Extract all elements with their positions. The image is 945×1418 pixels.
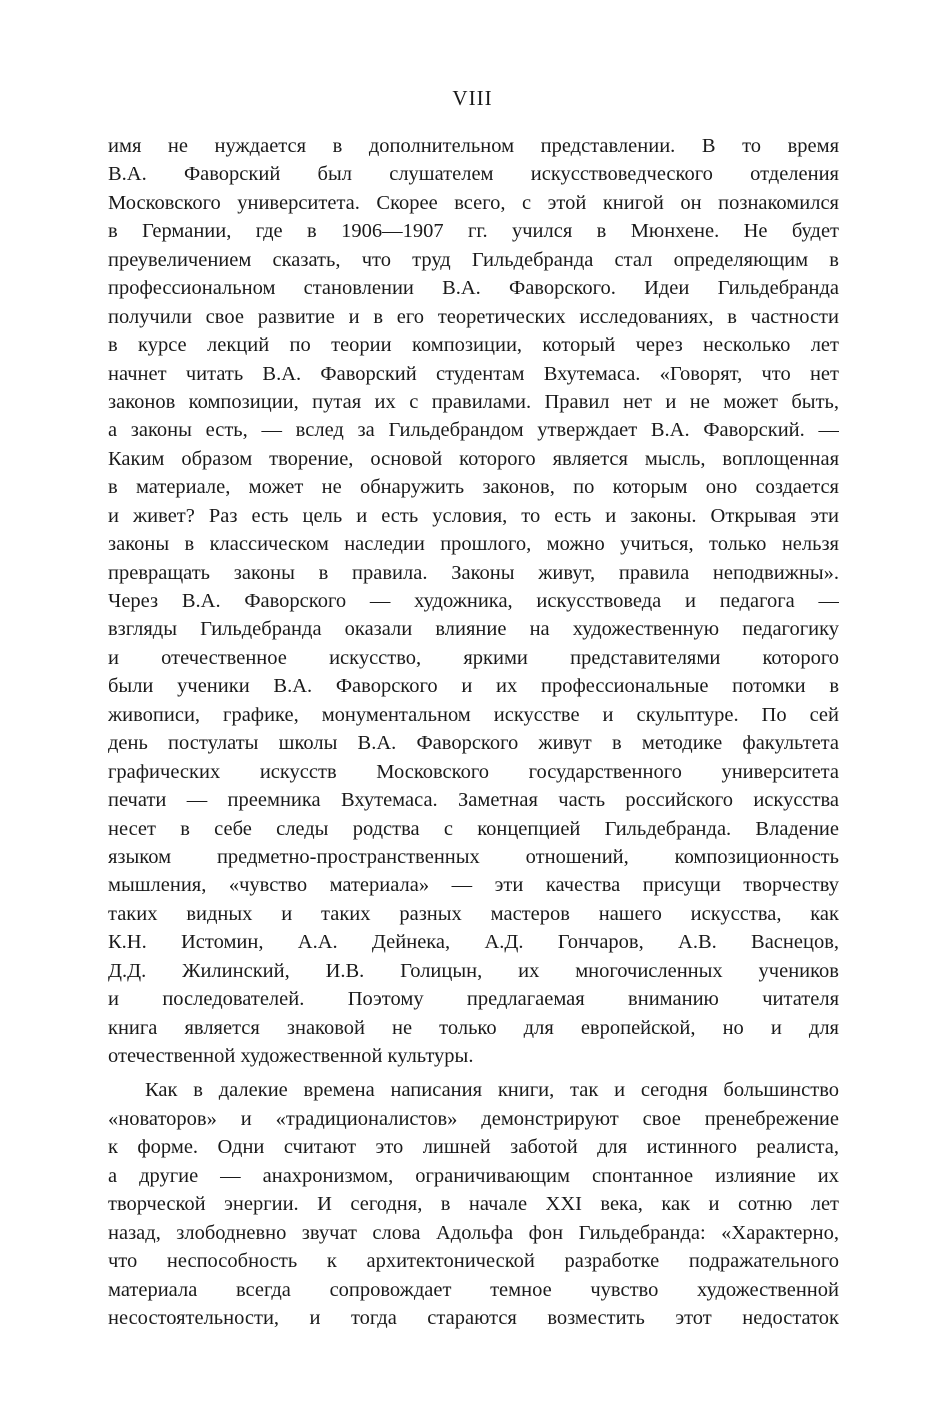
text-line: Каким образом творение, основой которого является мысль, воплощенная xyxy=(108,447,839,470)
text-line: Как в далекие времена написания книги, так и сегодня большинство xyxy=(145,1079,839,1102)
text-line: а другие — анахронизмом, ограничивающим спонтанное излияние их xyxy=(108,1164,839,1187)
text-line: Д.Д. Жилинский, И.В. Голицын, их многочисленных учеников xyxy=(108,959,839,982)
paragraph-2 xyxy=(108,1076,839,1332)
text-line: отечественной художественной культуры. xyxy=(108,1045,474,1067)
text-line: материала всегда сопровождает темное чувство художественной xyxy=(108,1278,839,1301)
text-line: законов композиции, путая их с правилами. Правил нет и не может быть, xyxy=(108,390,839,413)
text-line: назад, злободневно звучат слова Адольфа фон Гильдебранда: «Характерно, xyxy=(108,1221,839,1244)
text-line: В.А. Фаворский был слушателем искусствоведческого отделения xyxy=(108,163,839,186)
text-line: профессиональном становлении В.А. Фаворского. Идеи Гильдебранда xyxy=(108,277,839,300)
text-line: «новаторов» и «традиционалистов» демонстрируют свое пренебрежение xyxy=(108,1107,839,1130)
body-text xyxy=(108,132,839,1332)
text-line: преувеличением сказать, что труд Гильдебранда стал определяющим в xyxy=(108,248,839,271)
text-line: имя не нуждается в дополнительном представлении. В то время xyxy=(108,135,839,157)
text-line: и последователей. Поэтому предлагаемая вниманию читателя xyxy=(108,988,839,1011)
text-line: превращать законы в правила. Законы живут, правила неподвижны». xyxy=(108,561,839,584)
text-line: несет в себе следы родства с концепцией Гильдебранда. Владение xyxy=(108,817,839,840)
text-line: в Германии, где в 1906—1907 гг. учился в Мюнхене. Не будет xyxy=(108,220,839,243)
text-line: графических искусств Московского государственного университета xyxy=(108,760,839,783)
text-line: в материале, может не обнаружить законов, по которым оно создается xyxy=(108,476,839,499)
text-line: несостоятельности, и тогда стараются возместить этот недостаток xyxy=(108,1306,839,1329)
text-line: К.Н. Истомин, А.А. Дейнека, А.Д. Гончаров, А.В. Васнецов, xyxy=(108,931,839,954)
text-line: живописи, графике, монументальном искусстве и скульптуре. По сей xyxy=(108,703,839,726)
paragraph-1 xyxy=(108,132,839,1070)
page-number: VIII xyxy=(452,86,493,110)
text-line: были ученики В.А. Фаворского и их профессиональные потомки в xyxy=(108,675,839,698)
text-line: получили свое развитие и в его теоретических исследованиях, в частности xyxy=(108,305,839,328)
text-line: взгляды Гильдебранда оказали влияние на художественную педагогику xyxy=(108,618,839,641)
text-line: мышления, «чувство материала» — эти качества присущи творчеству xyxy=(108,874,839,897)
text-line: таких видных и таких разных мастеров нашего искусства, как xyxy=(108,902,839,925)
text-line: Московского университета. Скорее всего, с этой книгой он познакомился xyxy=(108,191,839,214)
text-line: в курсе лекций по теории композиции, который через несколько лет xyxy=(108,334,839,357)
text-line: книга является знаковой не только для европейской, но и для xyxy=(108,1016,839,1039)
text-line: и живет? Раз есть цель и есть условия, то есть и законы. Открывая эти xyxy=(108,504,839,527)
text-line: что неспособность к архитектонической разработке подражательного xyxy=(108,1250,839,1273)
text-line: законы в классическом наследии прошлого, можно учиться, только нельзя xyxy=(108,533,839,556)
text-line: к форме. Одни считают это лишней заботой для истинного реалиста, xyxy=(108,1136,839,1159)
text-line: печати — преемника Вхутемаса. Заметная часть российского искусства xyxy=(108,789,839,812)
text-line: день постулаты школы В.А. Фаворского живут в методике факультета xyxy=(108,732,839,755)
text-line: начнет читать В.А. Фаворский студентам Вхутемаса. «Говорят, что нет xyxy=(108,362,839,385)
text-line: Через В.А. Фаворского — художника, искусствоведа и педагога — xyxy=(108,590,839,612)
text-line: а законы есть, — вслед за Гильдебрандом утверждает В.А. Фаворский. — xyxy=(108,419,839,442)
text-line: творческой энергии. И сегодня, в начале XXI века, как и сотню лет xyxy=(108,1193,839,1216)
text-line: и отечественное искусство, яркими представителями которого xyxy=(108,646,839,669)
text-line: языком предметно-пространственных отношений, композиционность xyxy=(108,845,839,868)
